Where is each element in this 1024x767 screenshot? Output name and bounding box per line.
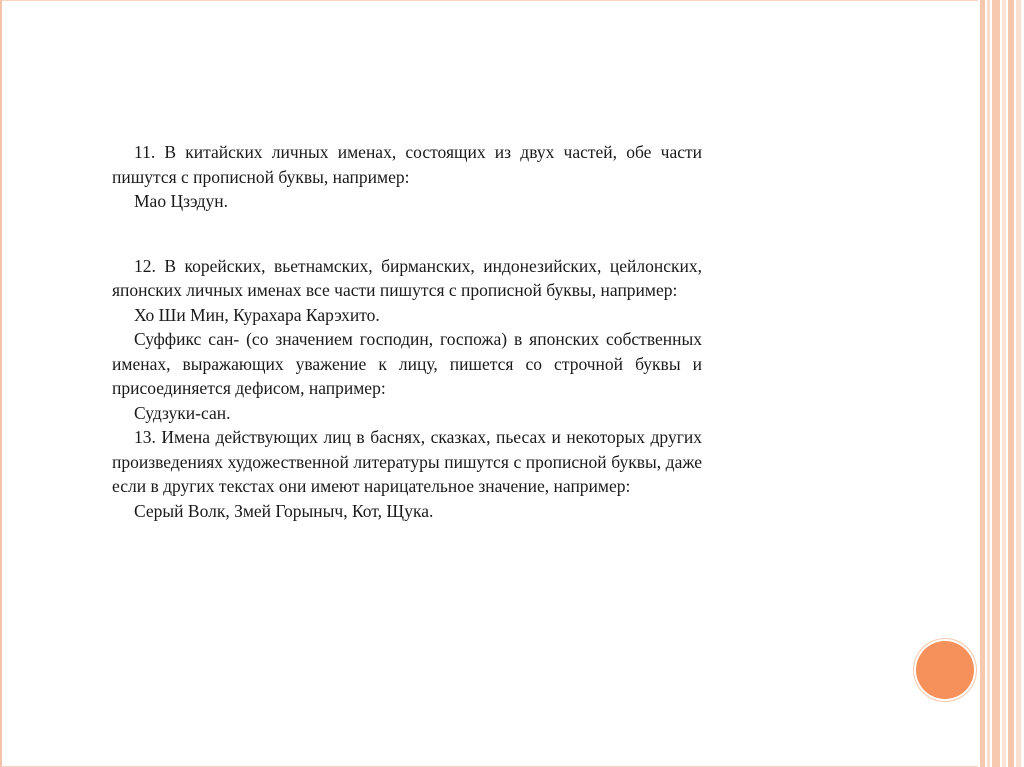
- section-gap: [112, 214, 702, 254]
- decorative-circle: [916, 641, 974, 699]
- rule-12-text: 12. В корейских, вьетнамских, бирманских, индонезийских, цейлонских, японских личных именах все части пишутся с прописной буквы, например:: [112, 255, 702, 300]
- stripe: [992, 0, 1000, 767]
- stripe: [987, 0, 990, 767]
- rule-11-example: Мао Цзэдун.: [134, 191, 229, 211]
- decorative-stripes: [978, 0, 1024, 767]
- stripe: [1008, 0, 1014, 767]
- rule-12-example: Хо Ши Мин, Курахара Карэхито.: [134, 304, 380, 325]
- stripe: [980, 0, 985, 767]
- suffix-san-example: Судзуки-сан.: [134, 402, 231, 423]
- document-page: [112, 140, 702, 523]
- suffix-san-text: Суффикс сан- (со значением господин, госпожа) в японских собственных именах, выражающих уважение к лицу, пишется со строчной буквы и присоединяется дефисом, например:: [112, 329, 702, 398]
- rule-13-text: 13. Имена действующих лиц в баснях, сказках, пьесах и некоторых других произведениях художественной литературы пишутся с прописной буквы, даже если в других текстах они имеют нарицательное значение, например:: [112, 427, 702, 496]
- stripe: [1016, 0, 1021, 767]
- rule-13-example: Серый Волк, Змей Горыныч, Кот, Щука.: [134, 500, 434, 521]
- rule-11-text: 11. В китайских личных именах, состоящих из двух частей, обе части пишутся с прописной буквы, например:: [112, 142, 702, 187]
- stripe: [1002, 0, 1006, 767]
